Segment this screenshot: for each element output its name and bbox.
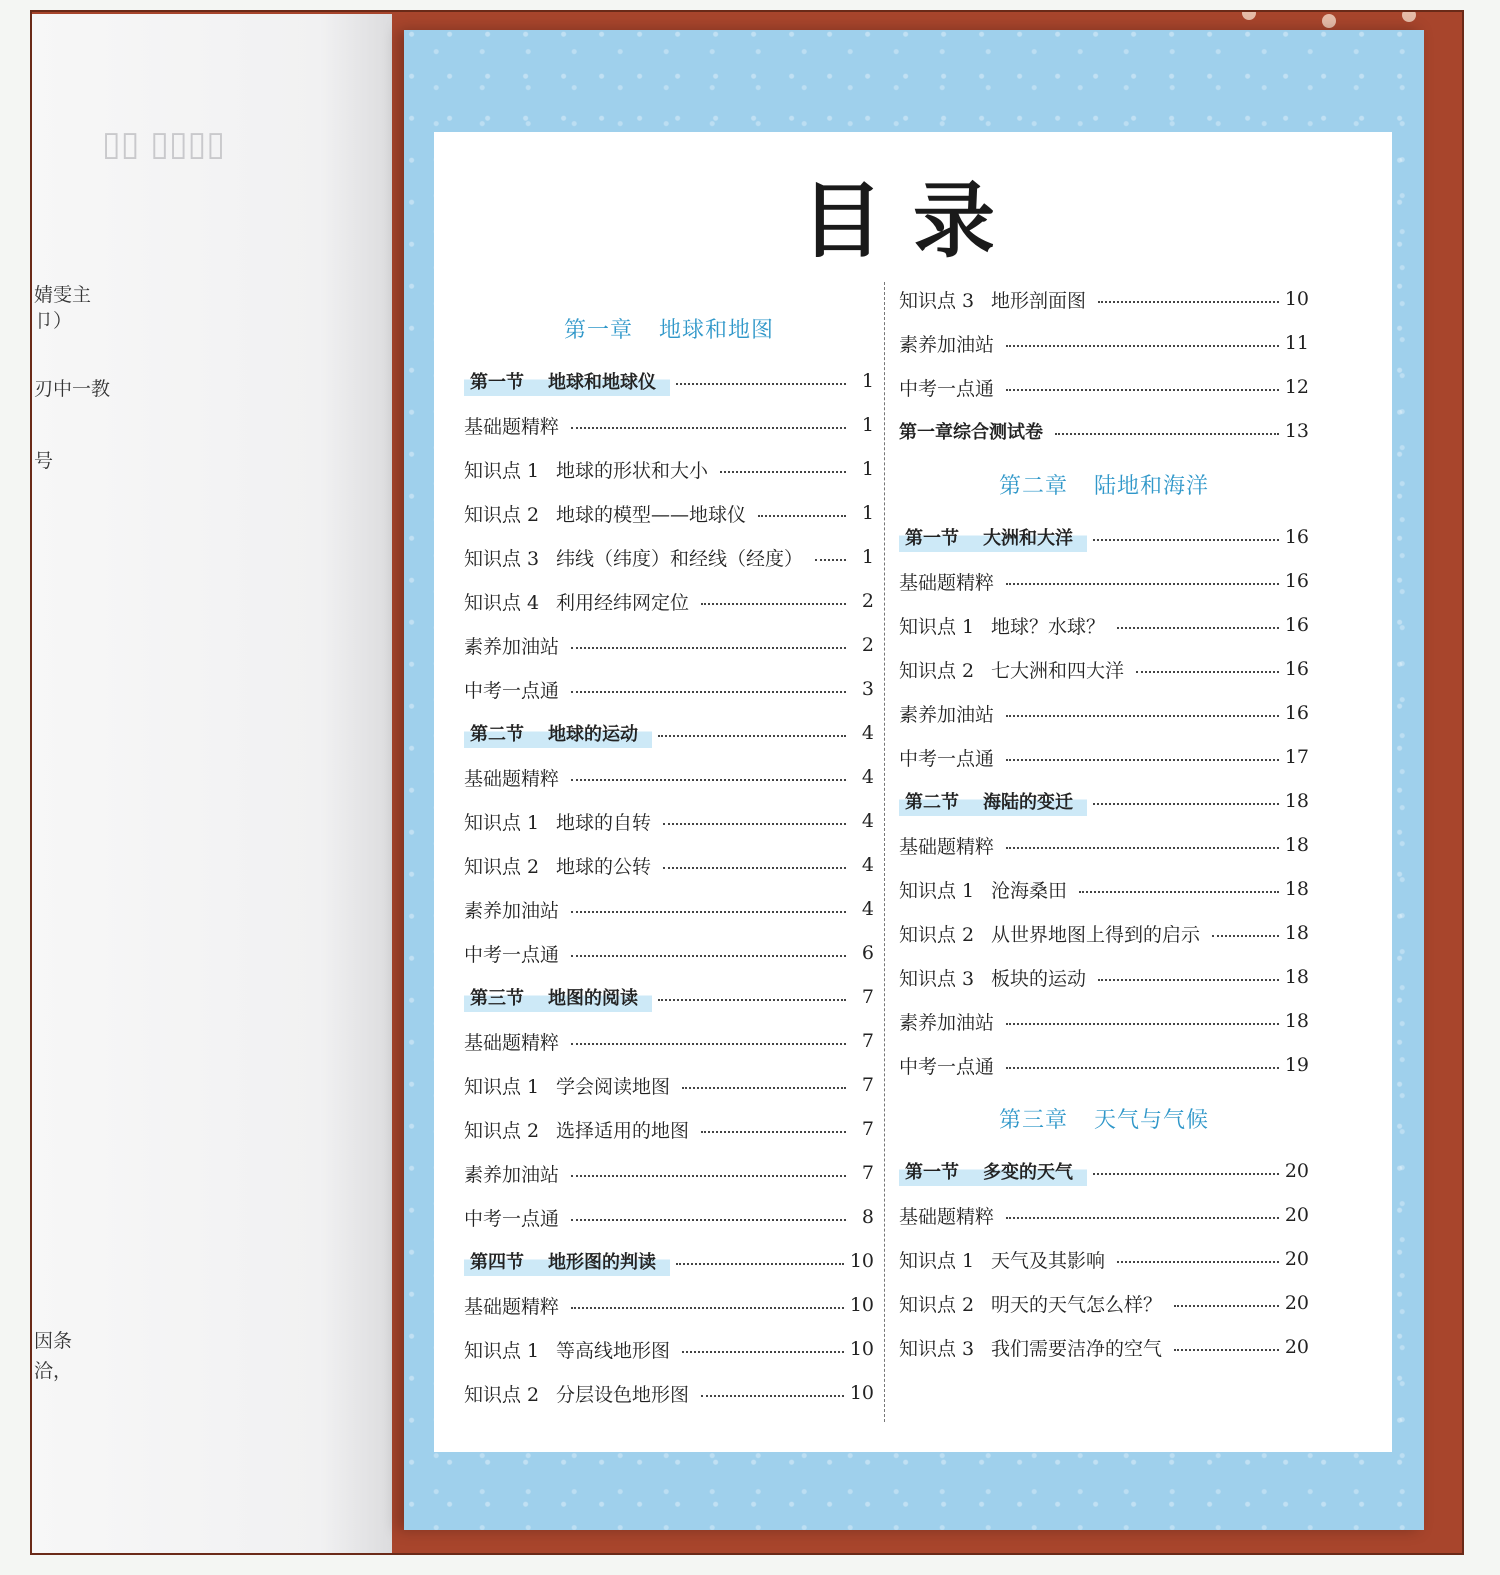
entry-label: [464, 896, 565, 923]
toc-entry[interactable]: [464, 843, 874, 887]
entry-title: 基础题精粹: [899, 1205, 995, 1228]
entry-title: 素养加油站: [899, 333, 995, 356]
entry-label: [464, 456, 714, 483]
entry-title: 地球的形状和大小: [556, 459, 709, 482]
dot-leader: [1117, 1261, 1279, 1263]
toc-entry[interactable]: [899, 1325, 1309, 1369]
dot-leader: [701, 603, 846, 605]
entry-title: 纬线（纬度）和经线（经度）: [556, 547, 804, 570]
toc-entry[interactable]: [899, 277, 1309, 321]
page-number: 17: [1284, 746, 1309, 768]
entry-title: 素养加油站: [899, 1011, 995, 1034]
chapter-number: 第一章: [563, 317, 633, 343]
entry-title: 地球和地球仪: [548, 372, 656, 393]
dot-leader: [658, 735, 846, 737]
right-page: [404, 30, 1424, 1530]
entry-label: [464, 1160, 565, 1187]
toc-panel: [434, 132, 1392, 1452]
page-number: 18: [1284, 966, 1309, 988]
entry-label: [464, 544, 809, 571]
toc-entry[interactable]: [464, 1195, 874, 1239]
toc-entry[interactable]: [464, 1151, 874, 1195]
toc-entry[interactable]: [899, 1281, 1309, 1325]
entry-number: 知识点 2: [899, 923, 975, 946]
page-number: 12: [1284, 376, 1309, 398]
toc-entry[interactable]: [899, 999, 1309, 1043]
toc-left-column: [464, 297, 874, 1415]
entry-number: 第二节: [905, 792, 959, 813]
dot-leader: [663, 823, 846, 825]
chapter-name: 天气与气候: [1094, 1107, 1210, 1133]
entry-title: 地形图的判读: [548, 1252, 656, 1273]
entry-label: [464, 1336, 676, 1363]
entry-title: 选择适用的地图: [556, 1119, 690, 1142]
entry-title: 素养加油站: [464, 635, 560, 658]
entry-number: 知识点 4: [464, 591, 540, 614]
entry-title: 第一章综合测试卷: [899, 422, 1043, 443]
dot-leader: [682, 1351, 844, 1353]
dot-leader: [701, 1131, 846, 1133]
chapter-heading: [464, 297, 874, 359]
dot-leader: [1093, 803, 1279, 805]
entry-label: [899, 612, 1111, 639]
entry-title: 分层设色地形图: [556, 1383, 690, 1406]
page-number: 18: [1284, 834, 1309, 856]
page-number: 10: [849, 1250, 874, 1272]
toc-entry[interactable]: [464, 667, 874, 711]
toc-entry[interactable]: [464, 1327, 874, 1371]
entry-label: [899, 832, 1000, 859]
left-edge-text-2: 卩）: [34, 310, 73, 332]
entry-title: 地球的公转: [556, 855, 652, 878]
entry-number: 知识点 1: [464, 1075, 540, 1098]
page-number: 3: [861, 678, 874, 700]
page-number: 16: [1284, 526, 1309, 548]
entry-number: 知识点 2: [464, 1383, 540, 1406]
dot-leader: [571, 427, 846, 429]
entry-label: [464, 1246, 670, 1276]
toc-entry[interactable]: [899, 823, 1309, 867]
page-number: 13: [1284, 420, 1309, 442]
left-edge-text-1: 婧雯主: [34, 284, 92, 306]
toc-entry[interactable]: [899, 603, 1309, 647]
page-number: 4: [861, 898, 874, 920]
entry-number: 第四节: [470, 1252, 524, 1273]
toc-section-entry[interactable]: [464, 711, 874, 755]
dot-leader: [701, 1395, 844, 1397]
dot-leader: [571, 1219, 846, 1221]
entry-title: 从世界地图上得到的启示: [991, 923, 1201, 946]
entry-title: 中考一点通: [899, 747, 995, 770]
entry-title: 七大洲和四大洋: [991, 659, 1125, 682]
toc-entry[interactable]: [464, 1107, 874, 1151]
page-number: 7: [861, 1162, 874, 1184]
entry-label: [464, 852, 657, 879]
entry-title: 中考一点通: [899, 1055, 995, 1078]
toc-entry[interactable]: [464, 1283, 874, 1327]
toc-entry[interactable]: [464, 1371, 874, 1415]
toc-entry[interactable]: [464, 1019, 874, 1063]
page-number: 18: [1284, 790, 1309, 812]
dot-leader: [1174, 1305, 1279, 1307]
dot-leader: [1006, 1023, 1279, 1025]
dot-leader: [571, 647, 846, 649]
entry-label: [899, 1246, 1111, 1273]
entry-label: [464, 1116, 695, 1143]
page-number: 4: [861, 854, 874, 876]
entry-number: 第三节: [470, 988, 524, 1009]
entry-number: 知识点 1: [899, 879, 975, 902]
page-number: 10: [1284, 288, 1309, 310]
toc-section-entry[interactable]: [899, 779, 1309, 823]
entry-title: 中考一点通: [464, 1207, 560, 1230]
dot-leader: [1079, 891, 1279, 893]
entry-title: 中考一点通: [464, 943, 560, 966]
column-divider: [884, 282, 885, 1422]
entry-number: 知识点 2: [464, 855, 540, 878]
page-number: 7: [861, 1074, 874, 1096]
entry-label: [899, 1290, 1168, 1317]
page-number: 1: [861, 370, 874, 392]
toc-entry[interactable]: [899, 1193, 1309, 1237]
entry-title: 地球的运动: [548, 724, 638, 745]
toc-entry[interactable]: [899, 955, 1309, 999]
entry-title: 基础题精粹: [464, 767, 560, 790]
entry-title: 学会阅读地图: [556, 1075, 671, 1098]
toc-title: 目录: [800, 174, 1025, 269]
chapter-heading: [899, 453, 1309, 515]
dot-leader: [571, 1175, 846, 1177]
dot-leader: [571, 911, 846, 913]
page-number: 8: [861, 1206, 874, 1228]
entry-title: 地球的自转: [556, 811, 652, 834]
toc-entry[interactable]: [464, 447, 874, 491]
entry-label: [464, 764, 565, 791]
dot-leader: [1006, 847, 1279, 849]
toc-entry[interactable]: [464, 887, 874, 931]
entry-title: 海陆的变迁: [983, 792, 1073, 813]
photo-frame: [30, 10, 1464, 1555]
dot-leader: [676, 383, 846, 385]
toc-entry[interactable]: [899, 867, 1309, 911]
dot-leader: [1006, 1217, 1279, 1219]
toc-section-entry[interactable]: [899, 1149, 1309, 1193]
dot-leader: [1098, 301, 1279, 303]
toc-section-entry[interactable]: [464, 975, 874, 1019]
left-edge-text-3: 刃中一教: [34, 378, 111, 400]
toc-right-column: [899, 277, 1309, 1369]
entry-title: 多变的天气: [983, 1162, 1073, 1183]
chapter-name: 陆地和海洋: [1094, 473, 1210, 499]
entry-title: 基础题精粹: [464, 1031, 560, 1054]
page-number: 4: [861, 722, 874, 744]
dot-leader: [1117, 627, 1279, 629]
entry-label: [464, 1028, 565, 1055]
dot-leader: [1006, 1067, 1279, 1069]
entry-title: 基础题精粹: [464, 415, 560, 438]
page-number: 16: [1284, 702, 1309, 724]
entry-label: [464, 412, 565, 439]
toc-entry[interactable]: [464, 1063, 874, 1107]
page-number: 18: [1284, 922, 1309, 944]
chapter-name: 地球和地图: [659, 317, 775, 343]
entry-number: 第一节: [905, 1162, 959, 1183]
dot-leader: [676, 1263, 844, 1265]
dot-leader: [1006, 389, 1279, 391]
toc-entry[interactable]: [899, 365, 1309, 409]
entry-label: [464, 366, 670, 396]
entry-label: [899, 656, 1130, 683]
entry-title: 地形剖面图: [991, 289, 1087, 312]
page-number: 2: [861, 590, 874, 612]
dot-leader: [682, 1087, 846, 1089]
entry-number: 知识点 2: [464, 1119, 540, 1142]
entry-label: [464, 500, 752, 527]
entry-label: [464, 588, 695, 615]
entry-title: 天气及其影响: [991, 1249, 1106, 1272]
toc-entry[interactable]: [899, 321, 1309, 365]
entry-number: 知识点 1: [899, 1249, 975, 1272]
chapter-number: 第三章: [998, 1107, 1068, 1133]
page-number: 20: [1284, 1248, 1309, 1270]
toc-entry[interactable]: [464, 623, 874, 667]
toc-entry[interactable]: [464, 579, 874, 623]
page-number: 20: [1284, 1204, 1309, 1226]
dot-leader: [815, 559, 846, 561]
dot-leader: [1006, 583, 1279, 585]
entry-label: [899, 964, 1092, 991]
dot-leader: [1055, 433, 1279, 435]
entry-number: 第一节: [905, 528, 959, 549]
left-edge-text-6: 洽，: [34, 1360, 73, 1382]
dot-leader: [1006, 715, 1279, 717]
entry-title: 板块的运动: [991, 967, 1087, 990]
entry-label: [464, 940, 565, 967]
page-number: 4: [861, 766, 874, 788]
page-number: 1: [861, 414, 874, 436]
page-number: 7: [861, 1118, 874, 1140]
dot-leader: [1006, 345, 1279, 347]
page-number: 10: [849, 1294, 874, 1316]
entry-label: [899, 374, 1000, 401]
entry-label: [464, 676, 565, 703]
page-number: 19: [1284, 1054, 1309, 1076]
left-edge-text-5: 因条: [34, 1330, 73, 1352]
left-page-faint-heading: ▯▯ ▯▯▯▯: [102, 124, 226, 164]
page-number: 1: [861, 502, 874, 524]
page-number: 18: [1284, 1010, 1309, 1032]
left-edge-text-4: 号: [34, 450, 54, 472]
entry-title: 素养加油站: [464, 1163, 560, 1186]
left-page: [32, 14, 392, 1554]
entry-label: [464, 632, 565, 659]
entry-label: [464, 1380, 695, 1407]
dot-leader: [663, 867, 846, 869]
page-number: 20: [1284, 1336, 1309, 1358]
page-number: 7: [861, 986, 874, 1008]
entry-label: [899, 286, 1092, 313]
entry-number: 知识点 3: [464, 547, 540, 570]
entry-title: 等高线地形图: [556, 1339, 671, 1362]
entry-label: [899, 1156, 1087, 1186]
entry-number: 知识点 3: [899, 1337, 975, 1360]
entry-title: 我们需要洁净的空气: [991, 1337, 1163, 1360]
entry-title: 中考一点通: [899, 377, 995, 400]
toc-section-entry[interactable]: [464, 1239, 874, 1283]
entry-number: 知识点 2: [899, 659, 975, 682]
dot-leader: [1006, 759, 1279, 761]
dot-leader: [1098, 979, 1279, 981]
toc-entry[interactable]: [899, 911, 1309, 955]
entry-label: [464, 808, 657, 835]
entry-label: [899, 1008, 1000, 1035]
page-number: 20: [1284, 1292, 1309, 1314]
page-number: 18: [1284, 878, 1309, 900]
entry-label: [899, 568, 1000, 595]
page-number: 10: [849, 1338, 874, 1360]
page-number: 20: [1284, 1160, 1309, 1182]
entry-label: [464, 982, 652, 1012]
entry-title: 利用经纬网定位: [556, 591, 690, 614]
toc-entry[interactable]: [464, 799, 874, 843]
dot-leader: [758, 515, 846, 517]
entry-label: [899, 1052, 1000, 1079]
entry-title: 基础题精粹: [899, 835, 995, 858]
entry-label: [464, 1204, 565, 1231]
toc-entry[interactable]: [899, 735, 1309, 779]
page-number: 6: [861, 942, 874, 964]
toc-entry[interactable]: [899, 1043, 1309, 1087]
entry-title: 地球的模型——地球仪: [556, 503, 747, 526]
page-number: 16: [1284, 658, 1309, 680]
entry-number: 知识点 1: [464, 811, 540, 834]
entry-title: 素养加油站: [464, 899, 560, 922]
entry-title: 地球？水球？: [991, 615, 1106, 638]
entry-number: 知识点 1: [464, 459, 540, 482]
entry-label: [899, 920, 1206, 947]
toc-entry[interactable]: [899, 647, 1309, 691]
entry-label: [899, 1202, 1000, 1229]
entry-title: 素养加油站: [899, 703, 995, 726]
entry-title: 基础题精粹: [464, 1295, 560, 1318]
entry-label: [899, 1334, 1168, 1361]
entry-label: [899, 330, 1000, 357]
dot-leader: [571, 1307, 844, 1309]
chapter-number: 第二章: [998, 473, 1068, 499]
dot-leader: [1174, 1349, 1279, 1351]
page-number: 1: [861, 458, 874, 480]
entry-label: [899, 786, 1087, 816]
dot-leader: [1136, 671, 1279, 673]
entry-title: 地图的阅读: [548, 988, 638, 1009]
entry-number: 知识点 1: [464, 1339, 540, 1362]
page-number: 16: [1284, 614, 1309, 636]
entry-label: [899, 876, 1073, 903]
entry-title: 大洲和大洋: [983, 528, 1073, 549]
chapter-heading: [899, 1087, 1309, 1149]
entry-title: 基础题精粹: [899, 571, 995, 594]
toc-section-entry[interactable]: [899, 515, 1309, 559]
dot-leader: [571, 779, 846, 781]
page-number: 2: [861, 634, 874, 656]
dot-leader: [571, 691, 846, 693]
entry-label: [899, 744, 1000, 771]
entry-label: [464, 718, 652, 748]
toc-entry[interactable]: [464, 491, 874, 535]
dot-leader: [1212, 935, 1279, 937]
page-number: 10: [849, 1382, 874, 1404]
entry-label: [899, 522, 1087, 552]
entry-number: 知识点 2: [464, 503, 540, 526]
dot-leader: [1093, 1173, 1279, 1175]
entry-label: [464, 1072, 676, 1099]
toc-entry[interactable]: [899, 559, 1309, 603]
page-number: 16: [1284, 570, 1309, 592]
dot-leader: [1093, 539, 1279, 541]
toc-entry[interactable]: [464, 931, 874, 975]
entry-number: 知识点 3: [899, 289, 975, 312]
dot-leader: [720, 471, 846, 473]
toc-entry[interactable]: [464, 403, 874, 447]
entry-title: 中考一点通: [464, 679, 560, 702]
entry-label: [899, 418, 1049, 444]
toc-entry[interactable]: [899, 1237, 1309, 1281]
toc-section-entry[interactable]: [464, 359, 874, 403]
page-number: 1: [861, 546, 874, 568]
toc-test-entry[interactable]: [899, 409, 1309, 453]
entry-label: [899, 700, 1000, 727]
dot-leader: [571, 955, 846, 957]
entry-number: 知识点 1: [899, 615, 975, 638]
toc-entry[interactable]: [899, 691, 1309, 735]
entry-number: 第一节: [470, 372, 524, 393]
entry-title: 明天的天气怎么样？: [991, 1293, 1163, 1316]
entry-number: 知识点 3: [899, 967, 975, 990]
page-number: 7: [861, 1030, 874, 1052]
page-number: 4: [861, 810, 874, 832]
entry-number: 知识点 2: [899, 1293, 975, 1316]
toc-entry[interactable]: [464, 535, 874, 579]
page-number: 11: [1284, 332, 1309, 354]
entry-label: [464, 1292, 565, 1319]
entry-title: 沧海桑田: [991, 879, 1068, 902]
entry-number: 第二节: [470, 724, 524, 745]
toc-entry[interactable]: [464, 755, 874, 799]
dot-leader: [658, 999, 846, 1001]
dot-leader: [571, 1043, 846, 1045]
